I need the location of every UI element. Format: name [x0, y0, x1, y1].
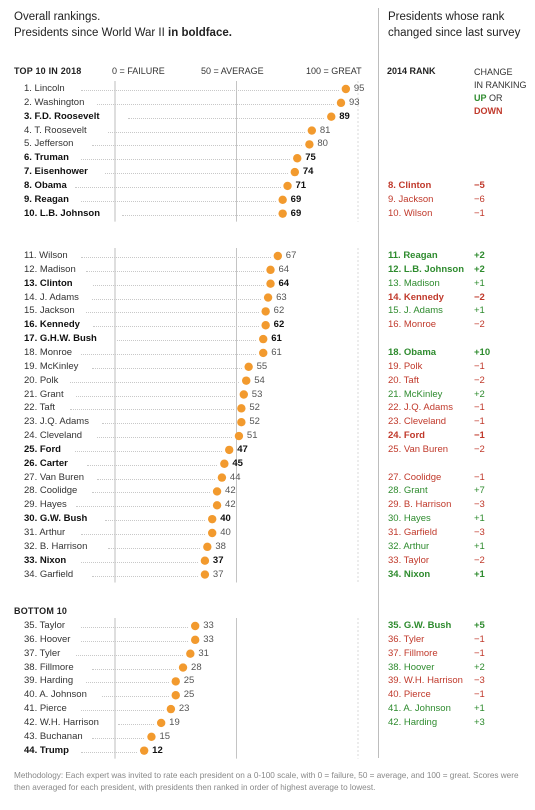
president-label: 12. Madison: [24, 263, 76, 275]
score-dot: [278, 196, 286, 204]
president-label: 18. Monroe: [24, 346, 73, 358]
axis-label-average: 50 = AVERAGE: [201, 66, 264, 76]
president-label: 31. Arthur: [24, 527, 66, 538]
score-label: 80: [317, 138, 328, 150]
score-dot: [213, 501, 221, 509]
prev-rank-label: 16. Monroe: [388, 319, 437, 331]
prev-rank-label: 14. Kennedy: [388, 291, 444, 303]
axis-label-great: 100 = GREAT: [306, 66, 362, 76]
changes-header-line1: Presidents whose rank: [388, 11, 505, 23]
changes-header-line2: changed since last survey: [388, 27, 521, 39]
president-label: 40. A. Johnson: [24, 689, 87, 701]
leader-line: [81, 562, 198, 563]
prev-rank-label: 32. Arthur: [388, 540, 430, 552]
prev-rank-label: 13. Madison: [388, 277, 440, 289]
score-label: 42: [225, 499, 236, 511]
score-label: 25: [183, 689, 195, 701]
president-label: 6. Truman: [24, 152, 69, 164]
prev-rank-label: 31. Garfield: [388, 527, 438, 538]
leader-line: [75, 187, 280, 188]
rank-change-value: −1: [474, 402, 485, 414]
score-label: 51: [246, 430, 258, 442]
score-label: 52: [249, 416, 260, 428]
leader-line: [92, 299, 261, 300]
score-dot: [218, 473, 226, 481]
leader-line: [86, 312, 258, 313]
president-label: 13. Clinton: [24, 277, 73, 289]
prev-rank-label: 34. Nixon: [388, 568, 431, 580]
prev-rank-label: 28. Grant: [388, 485, 428, 497]
header-line1: Overall rankings.: [14, 11, 101, 23]
prev-rank-label: 9. Jackson: [388, 193, 434, 205]
rank-change-value: +2: [474, 661, 485, 673]
score-dot: [203, 543, 211, 551]
president-label: 24. Cleveland: [24, 430, 83, 442]
rank-change-value: −1: [474, 647, 485, 659]
president-label: 23. J.Q. Adams: [24, 416, 89, 428]
prev-rank-label: 20. Taft: [388, 374, 419, 386]
score-dot: [201, 570, 209, 578]
leader-line: [76, 506, 210, 507]
rank-change-value: +2: [474, 263, 485, 275]
score-dot: [283, 182, 291, 190]
score-dot: [225, 446, 233, 454]
president-label: 36. Hoover: [24, 633, 71, 645]
score-dot: [167, 705, 175, 713]
score-dot: [157, 719, 165, 727]
score-dot: [337, 99, 345, 107]
score-label: 67: [285, 250, 297, 261]
score-dot: [191, 636, 199, 644]
score-label: 33: [203, 620, 214, 631]
president-label: 17. G.H.W. Bush: [24, 333, 97, 345]
president-label: 4. T. Roosevelt: [24, 124, 87, 136]
score-label: 23: [178, 703, 190, 715]
score-label: 52: [249, 402, 260, 414]
leader-line: [76, 655, 184, 656]
prev-rank-label: 37. Fillmore: [388, 647, 438, 659]
score-dot: [201, 557, 209, 565]
score-label: 53: [251, 388, 263, 400]
rank-change-value: −1: [474, 360, 485, 372]
prev-rank-label: 35. G.W. Bush: [388, 620, 452, 631]
prev-rank-label: 19. Polk: [388, 360, 423, 372]
score-dot: [266, 266, 274, 274]
leader-line: [108, 132, 305, 133]
score-dot: [237, 418, 245, 426]
score-label: 47: [237, 443, 248, 455]
score-dot: [274, 252, 282, 260]
score-dot: [259, 349, 267, 357]
score-label: 19: [169, 716, 180, 728]
score-label: 64: [278, 277, 290, 289]
rank-change-value: −6: [474, 193, 485, 205]
leader-line: [81, 354, 256, 355]
leader-line: [108, 548, 201, 549]
change-header-up: UP: [474, 93, 487, 103]
score-dot: [235, 432, 243, 440]
leader-line: [102, 696, 169, 697]
prev-rank-label: 39. W.H. Harrison: [388, 675, 463, 687]
leader-line: [122, 215, 275, 216]
leader-line: [81, 257, 271, 258]
leader-line: [92, 368, 242, 369]
president-label: 43. Buchanan: [24, 730, 83, 742]
prev-rank-label: 40. Pierce: [388, 689, 431, 701]
leader-line: [93, 285, 264, 286]
leader-line: [81, 627, 188, 628]
rank-change-value: +3: [474, 716, 485, 728]
score-label: 62: [273, 305, 285, 317]
score-label: 61: [271, 346, 282, 358]
president-label: 8. Obama: [24, 179, 67, 191]
president-label: 11. Wilson: [24, 250, 68, 261]
prev-rank-label: 22. J.Q. Adams: [388, 402, 453, 414]
score-label: 28: [191, 661, 202, 673]
rank-change-value: −1: [474, 471, 485, 483]
leader-line: [81, 90, 339, 91]
score-dot: [208, 515, 216, 523]
score-label: 64: [278, 263, 290, 275]
prev-rank-label: 33. Taylor: [388, 554, 430, 566]
leader-line: [92, 738, 145, 739]
president-label: 14. J. Adams: [24, 291, 79, 303]
score-label: 62: [273, 319, 285, 331]
prev-rank-label: 25. Van Buren: [388, 443, 449, 455]
rank-change-value: −2: [474, 443, 485, 455]
president-label: 7. Eisenhower: [24, 166, 88, 178]
president-label: 30. G.W. Bush: [24, 513, 88, 525]
prev-rank-label: 36. Tyler: [388, 633, 425, 645]
president-label: 15. Jackson: [24, 305, 75, 317]
president-label: 29. Hayes: [24, 499, 67, 511]
score-label: 95: [353, 83, 365, 94]
score-dot: [293, 154, 301, 162]
score-label: 69: [290, 207, 302, 219]
change-header-line2: IN RANKING: [474, 80, 527, 90]
score-dot: [244, 363, 252, 371]
score-label: 44: [229, 471, 241, 483]
president-label: 28. Coolidge: [24, 485, 78, 497]
leader-line: [97, 437, 232, 438]
leader-line: [81, 710, 164, 711]
score-dot: [264, 293, 272, 301]
score-dot: [242, 376, 250, 384]
prev-rank-label: 12. L.B. Johnson: [388, 263, 465, 275]
score-label: 42: [225, 485, 236, 497]
score-dot: [172, 677, 180, 685]
rank-change-value: −1: [474, 430, 485, 442]
president-label: 2. Washington: [24, 96, 85, 108]
rank-change-value: −1: [474, 689, 485, 701]
leader-line: [92, 669, 176, 670]
score-dot: [308, 126, 316, 134]
president-label: 9. Reagan: [24, 193, 69, 205]
score-label: 45: [232, 457, 243, 469]
score-label: 12: [152, 744, 163, 756]
score-label: 40: [220, 513, 231, 525]
score-dot: [261, 307, 269, 315]
score-dot: [213, 487, 221, 495]
score-dot: [220, 460, 228, 468]
president-label: 42. W.H. Harrison: [24, 716, 99, 728]
score-dot: [191, 622, 199, 630]
rank-change-value: +5: [474, 620, 485, 631]
score-label: 55: [256, 360, 268, 372]
prev-rank-label: 21. McKinley: [388, 388, 443, 400]
rank-change-value: +1: [474, 513, 485, 525]
leader-line: [75, 451, 222, 452]
rank-change-value: −2: [474, 554, 485, 566]
rank-change-value: +1: [474, 305, 485, 317]
leader-line: [93, 326, 259, 327]
prev-rank-label: 11. Reagan: [388, 250, 438, 261]
rank-change-value: −3: [474, 527, 485, 538]
president-label: 26. Carter: [24, 457, 68, 469]
score-label: 71: [295, 179, 307, 191]
leader-line: [92, 576, 198, 577]
change-header-or: OR: [486, 93, 503, 103]
leader-line: [81, 159, 290, 160]
score-dot: [305, 140, 313, 148]
score-dot: [291, 168, 299, 176]
leader-line: [97, 104, 334, 105]
prev-rank-label: 18. Obama: [388, 346, 437, 358]
score-dot: [172, 691, 180, 699]
rank-change-value: +2: [474, 388, 485, 400]
score-label: 40: [220, 527, 231, 538]
score-dot: [327, 113, 335, 121]
rank-change-value: −3: [474, 499, 485, 511]
score-label: 54: [254, 374, 265, 386]
score-label: 38: [215, 540, 226, 552]
prev-rank-label: 27. Coolidge: [388, 471, 442, 483]
leader-line: [105, 173, 288, 174]
president-label: 22. Taft: [24, 402, 55, 414]
score-dot: [259, 335, 267, 343]
leader-line: [102, 423, 234, 424]
president-label: 38. Fillmore: [24, 661, 74, 673]
president-label: 39. Harding: [24, 675, 74, 687]
prev-rank-label: 41. A. Johnson: [388, 703, 451, 715]
president-label: 21. Grant: [24, 388, 64, 400]
president-label: 34. Garfield: [24, 568, 74, 580]
prev-rank-label: 23. Cleveland: [388, 416, 447, 428]
president-label: 20. Polk: [24, 374, 59, 386]
score-label: 33: [203, 633, 214, 645]
rank-change-value: −1: [474, 633, 485, 645]
leader-line: [76, 396, 237, 397]
prev-rank-label: 29. B. Harrison: [388, 499, 452, 511]
rank-change-value: −3: [474, 675, 485, 687]
rank-change-value: −2: [474, 374, 485, 386]
score-dot: [261, 321, 269, 329]
score-label: 89: [339, 110, 350, 122]
rank-change-value: −1: [474, 416, 485, 428]
leader-line: [118, 724, 154, 725]
prev-rank-label: 42. Harding: [388, 716, 438, 728]
score-dot: [240, 390, 248, 398]
president-label: 44. Trump: [24, 744, 69, 756]
prev-rank-label: 30. Hayes: [388, 513, 431, 525]
score-label: 15: [159, 730, 171, 742]
rank-change-value: +1: [474, 703, 485, 715]
president-label: 1. Lincoln: [24, 83, 65, 94]
score-dot: [140, 746, 148, 754]
prev-rank-label: 24. Ford: [388, 430, 425, 442]
score-dot: [237, 404, 245, 412]
rank-change-value: +1: [474, 277, 485, 289]
president-label: 10. L.B. Johnson: [24, 207, 101, 219]
president-label: 5. Jefferson: [24, 138, 74, 150]
score-label: 61: [271, 333, 282, 345]
leader-line: [70, 409, 234, 410]
president-label: 37. Tyler: [24, 647, 61, 659]
leader-line: [92, 492, 210, 493]
score-dot: [266, 280, 274, 288]
score-dot: [179, 663, 187, 671]
score-dot: [147, 733, 155, 741]
section-bottom10: BOTTOM 10: [14, 606, 68, 616]
rank-change-value: +2: [474, 250, 485, 261]
header-line2-text: Presidents since World War II: [14, 27, 169, 39]
president-label: 33. Nixon: [24, 554, 67, 566]
rank-change-value: +10: [474, 346, 491, 358]
section-top10: TOP 10 IN 2018: [14, 66, 82, 76]
change-header-down: DOWN: [474, 106, 503, 116]
score-label: 93: [348, 96, 360, 108]
president-label: 25. Ford: [24, 443, 61, 455]
score-label: 31: [198, 647, 209, 659]
president-label: 41. Pierce: [24, 703, 67, 715]
leader-line: [87, 465, 217, 466]
prev-rank-label: 8. Clinton: [388, 179, 432, 191]
president-label: 27. Van Buren: [24, 471, 85, 483]
leader-line: [97, 479, 215, 480]
score-label: 75: [305, 152, 316, 164]
score-dot: [208, 529, 216, 537]
president-label: 35. Taylor: [24, 620, 66, 631]
change-header-line1: CHANGE: [474, 67, 513, 77]
rank-change-value: +1: [474, 540, 485, 552]
leader-line: [92, 145, 303, 146]
score-label: 74: [302, 166, 314, 178]
header-line2-bold: in boldface.: [168, 27, 232, 39]
score-label: 37: [212, 568, 224, 580]
president-label: 32. B. Harrison: [24, 540, 88, 552]
leader-line: [105, 520, 206, 521]
rank-change-value: −5: [474, 179, 485, 191]
score-label: 69: [290, 193, 302, 205]
score-dot: [186, 650, 194, 658]
leader-line: [81, 752, 137, 753]
leader-line: [117, 340, 257, 341]
leader-line: [81, 534, 205, 535]
axis-label-failure: 0 = FAILURE: [112, 66, 165, 76]
rank-2014-header: 2014 RANK: [387, 66, 436, 76]
leader-line: [128, 118, 324, 119]
score-dot: [342, 85, 350, 93]
prev-rank-label: 15. J. Adams: [388, 305, 443, 317]
prev-rank-label: 38. Hoover: [388, 661, 435, 673]
president-label: 16. Kennedy: [24, 319, 80, 331]
score-label: 25: [183, 675, 195, 687]
leader-line: [70, 382, 239, 383]
rank-change-value: −1: [474, 207, 485, 219]
president-label: 19. McKinley: [24, 360, 79, 372]
score-label: 81: [319, 124, 331, 136]
leader-line: [86, 682, 168, 683]
prev-rank-label: 10. Wilson: [388, 207, 433, 219]
methodology-note: Methodology: Each expert was invited to rate each president on a 0-100 scale, with 0 = failure, 50 = average, and 100 = great. Scores were then averaged for each president, with presidents then ranked in order of highest average to lowest.: [14, 771, 519, 792]
president-label: 3. F.D. Roosevelt: [24, 110, 100, 122]
leader-line: [86, 271, 263, 272]
rank-change-value: +7: [474, 485, 485, 497]
rank-change-value: −2: [474, 319, 485, 331]
leader-line: [81, 641, 188, 642]
leader-line: [81, 201, 276, 202]
score-label: 63: [276, 291, 287, 303]
rank-change-value: −2: [474, 291, 485, 303]
rank-change-value: +1: [474, 568, 485, 580]
score-label: 37: [212, 554, 224, 566]
score-dot: [278, 209, 286, 217]
